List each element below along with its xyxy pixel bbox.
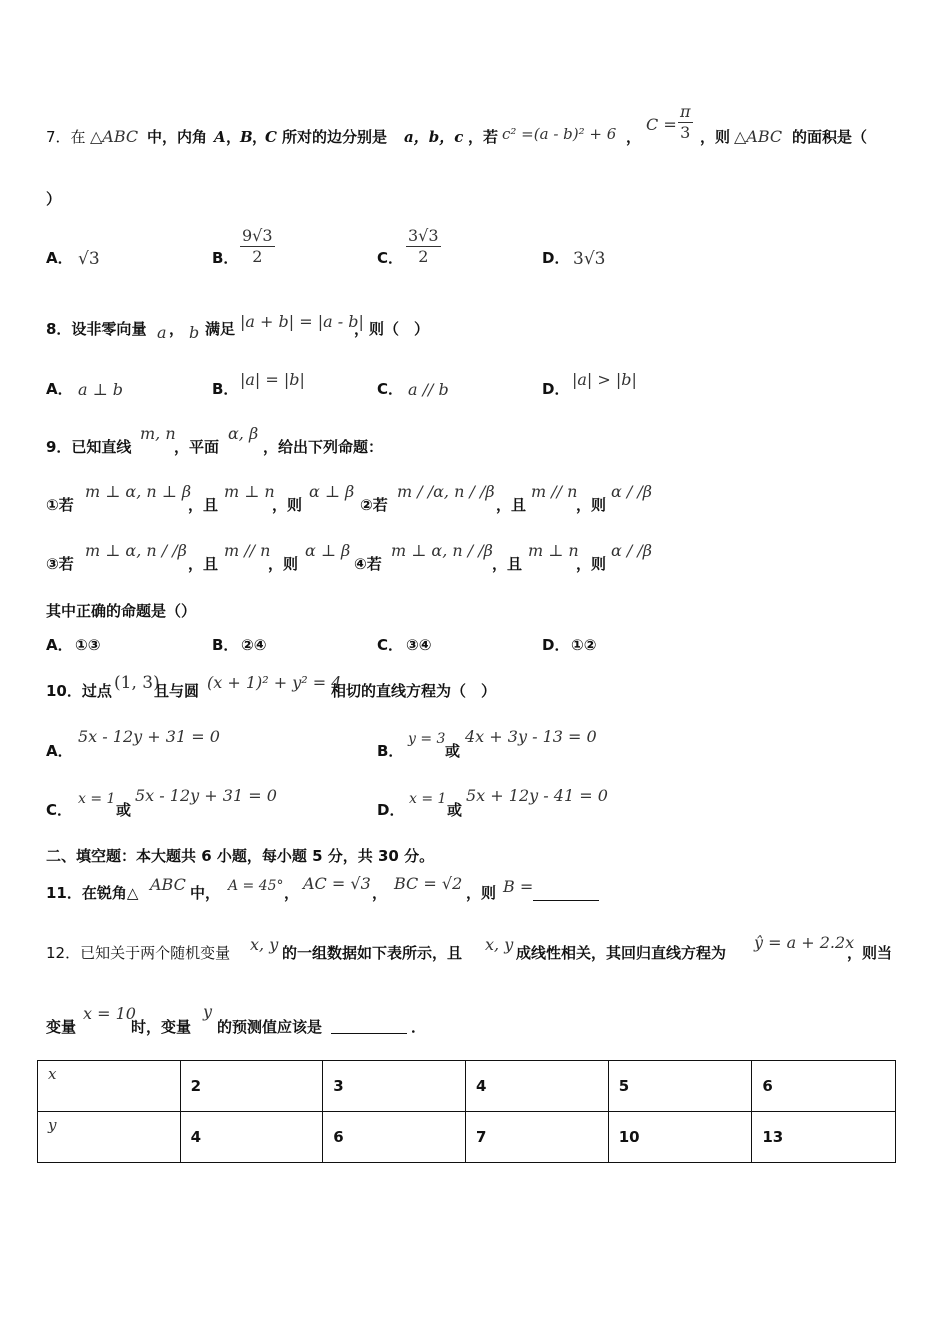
q9-optB-label: B． [212,636,239,654]
q8-b: b [189,323,200,342]
q9-optA-value: ①③ [75,636,101,654]
q9-ab: α, β [228,424,259,443]
q12-prefix: 12．已知关于两个随机变量 [46,944,231,962]
q9-p4-c1: m ⊥ α, n / /β [391,541,493,560]
q9-question: 其中正确的命题是（） [46,602,197,620]
q7-optD-value: 3√3 [573,249,606,269]
q12-y: y [203,1002,213,1021]
q9-p2-c2: m // n [531,482,578,501]
table-cell: x [38,1061,181,1112]
q10-optD1: x = 1 [409,791,447,807]
q7-optC-den: 2 [418,247,429,266]
q7-eq1: c² =(a - b)² + 6 [502,125,617,143]
q8-optB-label: B． [212,380,239,398]
q7-optB-den: 2 [252,247,263,266]
q8-a: a [157,323,167,342]
q11-b: B = [503,877,534,896]
q7-optC-num: 3√3 [408,226,439,245]
q7-B: B [240,128,253,146]
q7-optC-label: C． [377,249,404,267]
q8-tail: ，则（ ） [354,320,430,338]
q7-C: C [265,128,277,146]
q12-xy: x, y [250,935,279,954]
q10-optC1: x = 1 [78,791,116,807]
q7-ruo: ，若 [468,128,499,146]
table-cell: 7 [466,1112,609,1163]
q8-optA-value: a ⊥ b [78,380,123,399]
q12-data-table [37,1060,896,1163]
q7-triangle2: △ABC [734,127,783,146]
q10-optB2: 4x + 3y - 13 = 0 [465,727,597,746]
q9-p1-c1: m ⊥ α, n ⊥ β [85,482,192,501]
q10-optA-label: A． [46,742,73,760]
q7-A: A [214,128,226,146]
q7-comma: ， [626,128,642,146]
q9-p4-c2: m ⊥ n [528,541,579,560]
q10-optB-huo: 或 [445,742,461,760]
q10-mid: 且与圆 [154,682,200,700]
q12-mid2: 成线性相关，其回归直线方程为 [516,944,727,962]
q9-p4-ze: ，则 [576,555,607,573]
q11-ze: ，则 [466,884,497,902]
q8-optC-label: C． [377,380,404,398]
q9-optD-label: D． [542,636,570,654]
table-cell: 3 [323,1061,466,1112]
q9-p2-c1: m / /α, n / /β [397,482,495,501]
q10-optD2: 5x + 12y - 41 = 0 [466,786,608,805]
q9-optC-label: C． [377,636,404,654]
table-row [38,1112,896,1163]
q11-comma1: ， [284,884,300,902]
q9-optB-value: ②④ [241,636,267,654]
q9-p3-c1: m ⊥ α, n / /β [85,541,187,560]
q12-eq: ŷ = a + 2.2x [754,933,855,952]
table-cell: 5 [608,1061,752,1112]
q9-optA-label: A． [46,636,73,654]
q9-p4-qie: ，且 [492,555,523,573]
q9-mn: m, n [140,424,176,443]
q10-optD-label: D． [377,801,405,819]
q8-optB-value: |a| = |b| [240,370,305,389]
q12-end: ． [411,1018,427,1036]
q7-optC-frac [406,226,441,267]
q10-optC-label: C． [46,801,73,819]
q8-optD-value: |a| > |b| [572,370,637,389]
q7-optB-frac [240,226,275,267]
section-2-heading: 二、填空题：本大题共 6 小题，每小题 5 分，共 30 分。 [46,847,435,865]
q9-p2-ze: ，则 [576,496,607,514]
q7-C-eq: C = [646,115,677,134]
q10-optC-huo: 或 [116,801,132,819]
q12-mid: 的一组数据如下表所示，且 [282,944,463,962]
q9-p2-c3: α / /β [611,482,653,501]
q7-mid: 中，内角 [147,128,208,146]
q7-text2: 所对的边分别是 [282,128,388,146]
q7-ze: ，则 [700,128,731,146]
q12-xy2: x, y [485,935,514,954]
q11-abc: ABC [150,875,186,894]
q7-optB-label: B． [212,249,239,267]
q9-p1-c2: m ⊥ n [224,482,275,501]
q8-prefix: 8．设非零向量 [46,320,147,338]
q9-optD-value: ①② [571,636,597,654]
q10-optC2: 5x - 12y + 31 = 0 [135,786,277,805]
q12-answer-blank [331,1016,407,1034]
q8-optA-label: A． [46,380,73,398]
table-cell: 6 [752,1061,896,1112]
q8-mid: 满足 [205,320,236,338]
q10-optB-label: B． [377,742,404,760]
q7-triangle: △ABC [90,127,139,146]
q10-prefix: 10．过点 [46,682,112,700]
q9-mid: ，平面 [174,438,220,456]
q11-zhong: 中， [190,884,221,902]
q9-p3-c3: α ⊥ β [305,541,351,560]
q9-p2-qie: ，且 [496,496,527,514]
q10-circle: (x + 1)² + y² = 4 [207,673,342,692]
table-cell: 10 [608,1112,752,1163]
q9-p2-pre: ②若 [360,496,388,514]
q11-comma2: ， [372,884,388,902]
table-cell: 13 [752,1112,896,1163]
q7-prefix: 7．在 [46,128,86,146]
q11-c2: AC = √3 [303,874,371,893]
q12-shi: 时，变量 [131,1018,192,1036]
q8-optC-value: a // b [408,380,449,399]
q9-p1-c3: α ⊥ β [309,482,355,501]
q12-tail: ，则当 [847,944,893,962]
table-cell: 4 [466,1061,609,1112]
q9-optC-value: ③④ [406,636,432,654]
q7-optA-value: √3 [78,249,100,269]
q7-close: ） [46,190,62,208]
q12-line2-pre: 变量 [46,1018,77,1036]
q10-tail: 相切的直线方程为（ ） [331,682,497,700]
q9-p4-c3: α / /β [611,541,653,560]
q7-vars: a，b，c [404,128,464,146]
q11-c3: BC = √2 [394,874,463,893]
q8-comma: ， [169,320,185,338]
q11-answer-blank [533,883,599,901]
q7-pi-over-3 [678,102,693,143]
q12-x10: x = 10 [83,1004,136,1023]
q12-line2-tail: 的预测值应该是 [217,1018,323,1036]
q11-c1: A = 45° [228,878,284,894]
q10-point: (1, 3) [114,673,160,693]
q9-p3-pre: ③若 [46,555,74,573]
q7-three: 3 [680,123,691,142]
q9-prefix: 9．已知直线 [46,438,132,456]
table-cell: 2 [180,1061,323,1112]
q9-p3-ze: ，则 [268,555,299,573]
q7-optB-num: 9√3 [242,226,273,245]
q7-tail: 的面积是（ [792,128,868,146]
q9-p1-qie: ，且 [188,496,219,514]
q9-tail: ，给出下列命题： [263,438,384,456]
table-row [38,1061,896,1112]
q10-optB1: y = 3 [408,731,446,747]
q8-optD-label: D． [542,380,570,398]
q9-p1-pre: ①若 [46,496,74,514]
q9-p4-pre: ④若 [354,555,382,573]
q8-condition: |a + b| = |a - b| [240,312,364,331]
q7-optA-label: A． [46,249,73,267]
q7-pi: π [680,102,691,121]
table-cell: 6 [323,1112,466,1163]
q10-optD-huo: 或 [447,801,463,819]
table-cell: 4 [180,1112,323,1163]
q9-p3-c2: m // n [224,541,271,560]
q10-optA: 5x - 12y + 31 = 0 [78,727,220,746]
q9-p1-ze: ，则 [272,496,303,514]
q9-p3-qie: ，且 [188,555,219,573]
q7-optD-label: D． [542,249,570,267]
table-cell: y [38,1112,181,1163]
q11-prefix: 11．在锐角△ [46,884,139,902]
